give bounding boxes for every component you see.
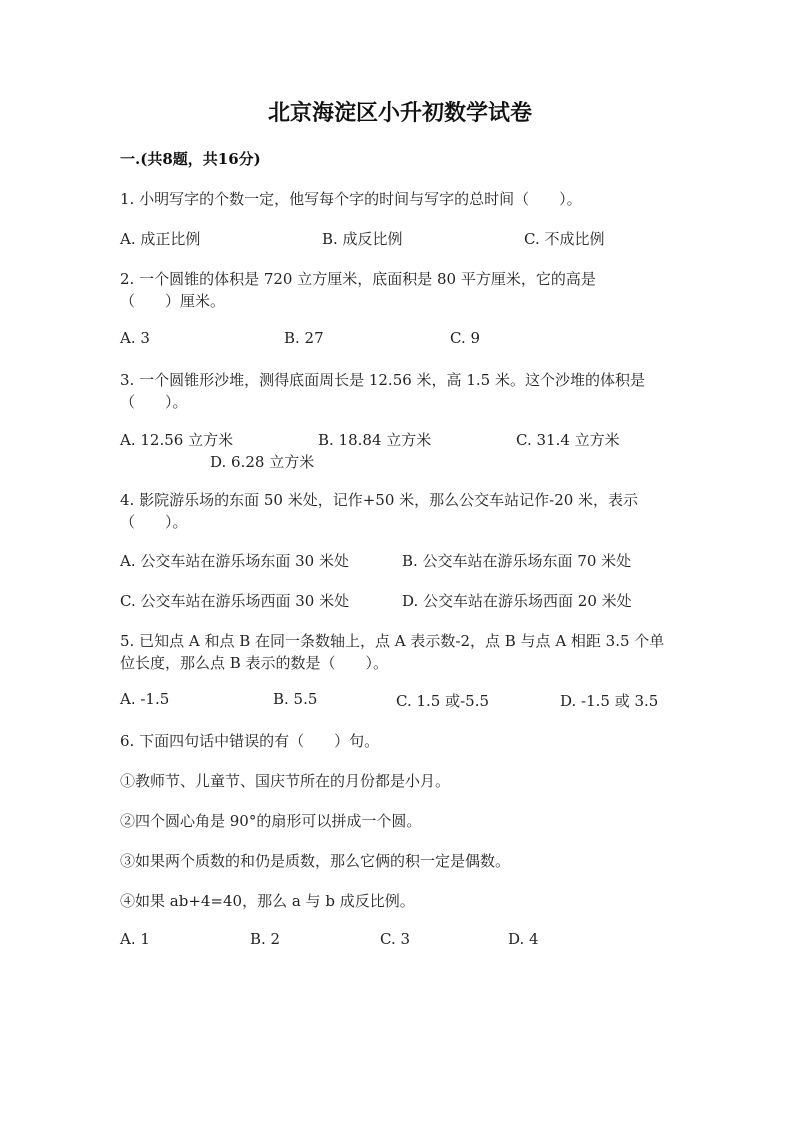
question-5-option-c: C. 1.5 或-5.5	[396, 692, 490, 710]
question-2-option-b: B. 27	[284, 329, 324, 347]
question-6-text: 6. 下面四句话中错误的有（ ）句。	[120, 732, 380, 750]
question-1-option-c: C. 不成比例	[524, 230, 605, 248]
question-4-option-b: B. 公交车站在游乐场东面 70 米处	[402, 552, 632, 570]
question-5-option-d: D. -1.5 或 3.5	[560, 692, 659, 710]
question-3-option-c: C. 31.4 立方米	[516, 431, 620, 449]
page-title: 北京海淀区小升初数学试卷	[267, 100, 532, 126]
question-5-option-a: A. -1.5	[120, 690, 170, 708]
question-2-option-a: A. 3	[120, 329, 150, 347]
question-6-option-d: D. 4	[508, 930, 539, 948]
question-2-option-c: C. 9	[450, 329, 481, 347]
question-2-text-line-2: （ ）厘米。	[120, 292, 226, 310]
question-6-statement-4: ④如果 ab+4=40，那么 a 与 b 成反比例。	[120, 892, 415, 910]
question-4-option-a: A. 公交车站在游乐场东面 30 米处	[120, 552, 349, 570]
question-3-text-line-2: （ ）。	[120, 393, 188, 411]
question-3-option-d: D. 6.28 立方米	[210, 453, 315, 471]
question-4-option-c: C. 公交车站在游乐场西面 30 米处	[120, 592, 350, 610]
question-6-option-a: A. 1	[120, 930, 150, 948]
question-1-text: 1. 小明写字的个数一定，他写每个字的时间与写字的总时间（ ）。	[120, 190, 582, 208]
question-4-text-line-1: 4. 影院游乐场的东面 50 米处，记作+50 米，那么公交车站记作-20 米，表示	[120, 491, 639, 509]
question-6-option-c: C. 3	[380, 930, 411, 948]
question-6-option-b: B. 2	[250, 930, 281, 948]
question-2-text-line-1: 2. 一个圆锥的体积是 720 立方厘米，底面积是 80 平方厘米，它的高是	[120, 270, 596, 288]
question-5-text-line-2: 位长度，那么点 B 表示的数是（ ）。	[120, 654, 389, 672]
question-3-option-b: B. 18.84 立方米	[318, 431, 432, 449]
question-4-text-line-2: （ ）。	[120, 513, 188, 531]
question-3-option-a: A. 12.56 立方米	[120, 431, 234, 449]
question-4-option-d: D. 公交车站在游乐场西面 20 米处	[402, 592, 632, 610]
question-1-option-b: B. 成反比例	[322, 230, 403, 248]
question-5-text-line-1: 5. 已知点 A 和点 B 在同一条数轴上，点 A 表示数-2，点 B 与点 A 相距 3.5 个单	[120, 632, 665, 650]
question-6-statement-1: ①教师节、儿童节、国庆节所在的月份都是小月。	[120, 772, 451, 790]
question-3-text-line-1: 3. 一个圆锥形沙堆，测得底面周长是 12.56 米，高 1.5 米。这个沙堆的体积是	[120, 371, 645, 389]
question-5-option-b: B. 5.5	[273, 690, 318, 708]
section-heading: 一.(共8题，共16分)	[120, 150, 261, 168]
question-6-statement-3: ③如果两个质数的和仍是质数，那么它俩的积一定是偶数。	[120, 852, 511, 870]
question-6-statement-2: ②四个圆心角是 90°的扇形可以拼成一个圆。	[120, 812, 422, 830]
question-1-option-a: A. 成正比例	[120, 230, 201, 248]
